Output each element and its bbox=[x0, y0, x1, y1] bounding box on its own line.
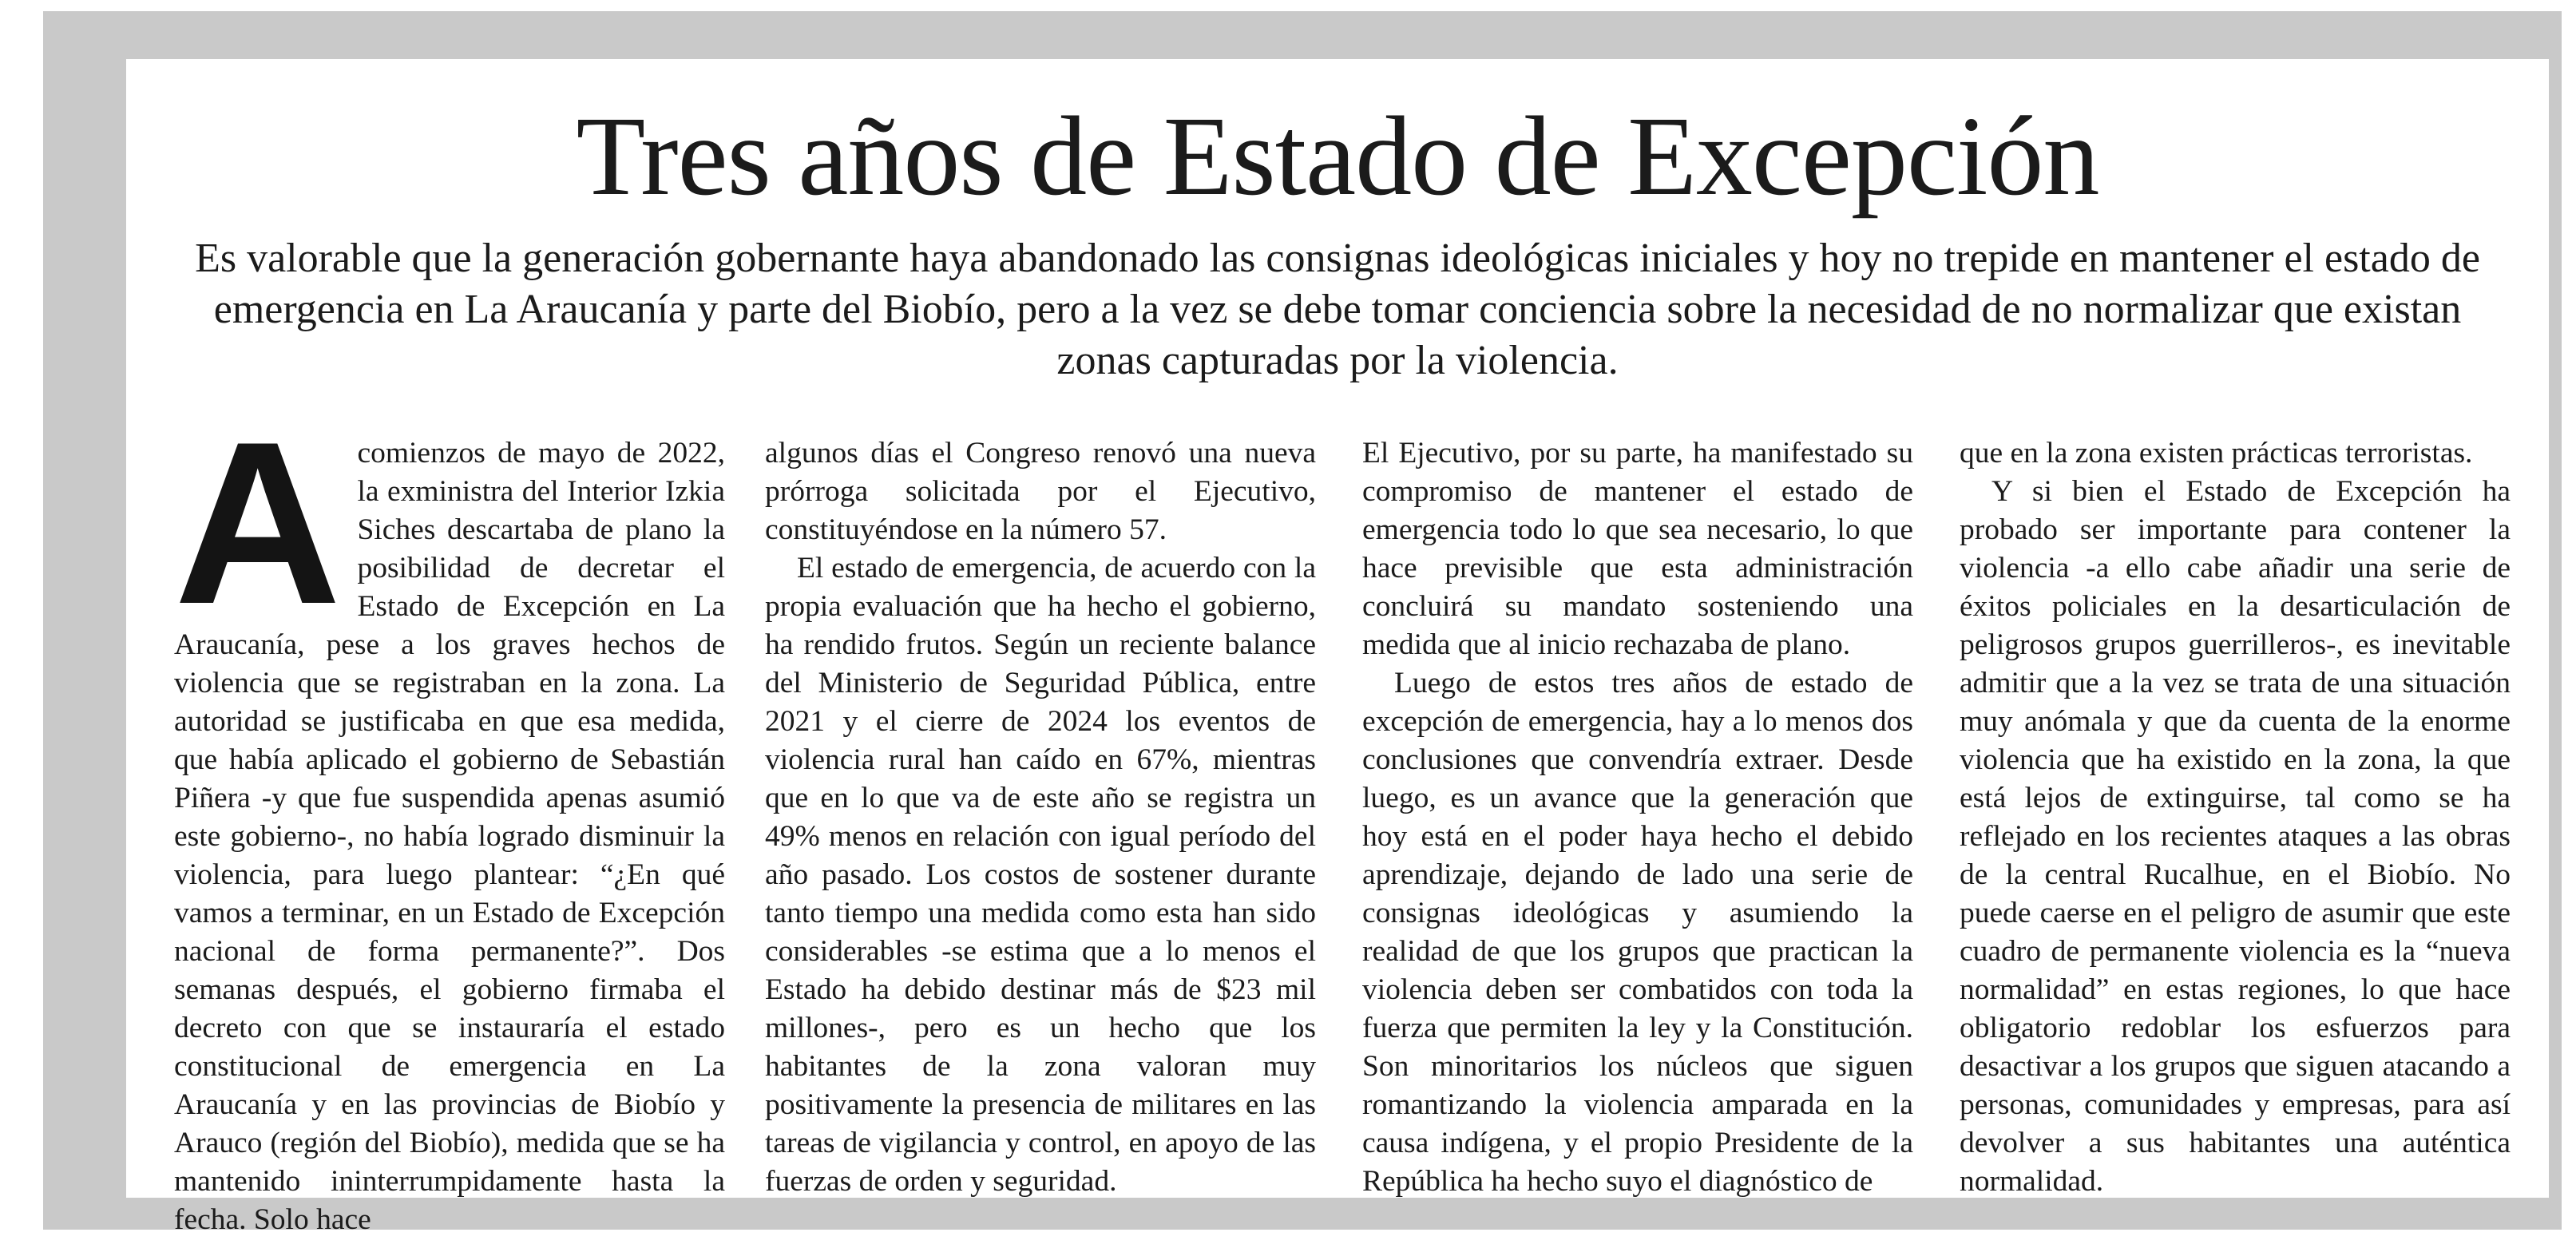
headline: Tres años de Estado de Excepción bbox=[576, 93, 2099, 219]
paragraph-text: comienzos de mayo de 2022, la exministra del Interior Izkia Siches descartaba de plano la posibilidad de decretar el Estado de Excepción en La Araucanía, pese a los graves hechos de violencia que se registraban en la zona. La autoridad se justificaba en que esa medida, que había aplicado el gobierno de Sebastián Piñera -y que fue suspendida apenas asumió este gobierno-, no había logrado disminuir la violencia, para luego plantear: “¿En qué vamos a terminar, en un Estado de Excepción nacional de forma permanente?”. Dos semanas después, el gobierno firmaba el decreto con que se instauraría el estado constitucional de emergencia en La Araucanía y en las provincias de Biobío y Arauco (región del Biobío), medida que se ha mantenido ininterrumpidamente hasta la fecha. Solo hace bbox=[174, 437, 725, 1236]
paragraph: Y si bien el Estado de Excepción ha probado ser importante para contener la violencia -a ello cabe añadir una serie de éxitos policiales en la desarticulación de peligrosos grupos guerrilleros-, es inevitable admitir que a la vez se trata de una situación muy anómala y que da cuenta de la enorme violencia que ha existido en la zona, la que está lejos de extinguirse, tal como se ha reflejado en los recientes ataques a las obras de la central Rucalhue, en el Biobío. No puede caerse en el peligro de asumir que este cuadro de permanente violencia es la “nueva normalidad” en estas regiones, lo que hace obligatorio redoblar los esfuerzos para desactivar a los grupos que siguen atacando a personas, comunidades y empresas, para así devolver a sus habitantes una auténtica normalidad. bbox=[1960, 475, 2511, 1198]
article-column-2 bbox=[765, 434, 1316, 1198]
paragraph: El estado de emergencia, de acuerdo con la propia evaluación que ha hecho el gobierno, ha rendido frutos. Según un reciente balance del Ministerio de Seguridad Pública, entre 2021 y el cierre de 2024 los eventos de violencia rural han caído en 67%, mientras que en lo que va de este año se registra un 49% menos en relación con igual período del año pasado. Los costos de sostener durante tanto tiempo una medida como esta han sido considerables -se estima que a lo menos el Estado ha debido destinar más de $23 mil millones-, pero es un hecho que los habitantes de la zona valoran muy positivamente la presencia de militares en las tareas de vigilancia y control, en apoyo de las fuerzas de orden y seguridad. bbox=[765, 552, 1316, 1198]
page-frame bbox=[43, 11, 2562, 1236]
paragraph bbox=[174, 394, 725, 1239]
editorial-article bbox=[126, 59, 2549, 1236]
paragraph: que en la zona existen prácticas terroristas. bbox=[1960, 437, 2473, 470]
deck-subheadline: Es valorable que la generación gobernante haya abandonado las consignas ideológicas iniciales y hoy no trepide en mantener el estado de emergencia en La Araucanía y parte del Biobío, pero a la vez se debe tomar conciencia sobre la necesidad de no normalizar que existan zonas capturadas por la violencia. bbox=[195, 236, 2480, 383]
paragraph: algunos días el Congreso renovó una nueva prórroga solicitada por el Ejecutivo, constituyéndose en la número 57. bbox=[765, 437, 1316, 546]
article-column-4 bbox=[1960, 434, 2511, 1198]
article-column-1 bbox=[174, 394, 725, 1236]
drop-cap: A bbox=[174, 394, 342, 652]
paragraph: Luego de estos tres años de estado de excepción de emergencia, hay a lo menos dos conclusiones que convendría extraer. Desde luego, es un avance que la generación que hoy está en el poder haya hecho el debido aprendizaje, dejando de lado una serie de consignas ideológicas y asumiendo la realidad de que los grupos que practican la violencia deben ser combatidos con toda la fuerza que permiten la ley y la Constitución. Son minoritarios los núcleos que siguen romantizando la violencia amparada en la causa indígena, y el propio Presidente de la República ha hecho suyo el diagnóstico de bbox=[1362, 667, 1913, 1198]
paragraph: El Ejecutivo, por su parte, ha manifestado su compromiso de mantener el estado de emergencia todo lo que sea necesario, lo que hace previsible que esta administración concluirá su mandato sosteniendo una medida que al inicio rechazaba de plano. bbox=[1362, 437, 1913, 661]
article-column-3 bbox=[1362, 434, 1913, 1198]
